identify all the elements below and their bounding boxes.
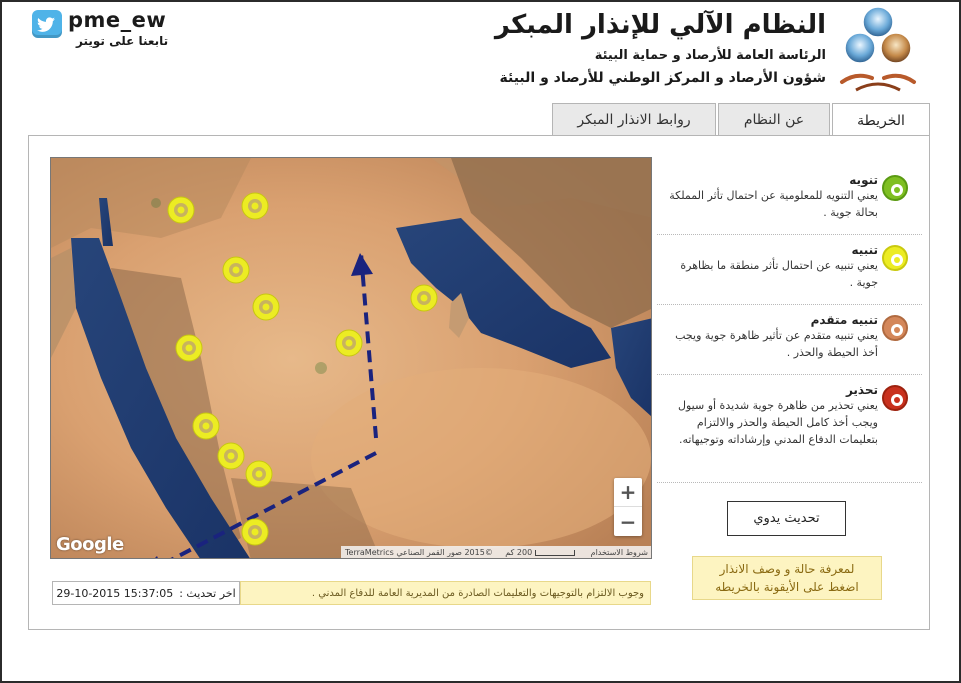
legend-desc: يعني تنبيه عن احتمال تأثر منطقة ما بظاهرة جوية . [680,259,878,289]
legend-desc: يعني تنبيه متقدم عن تأثير ظاهرة جوية ويجب أخذ الحيطة والحذر . [675,329,878,359]
google-logo: Google [56,534,124,555]
warning-marker-8[interactable] [193,413,219,439]
legend-item-tanbih [657,235,922,305]
info-hint-line2: اضغط على الأيقونة بالخريطه [715,580,859,594]
warning-marker-2[interactable] [242,193,268,219]
map-zoom-control[interactable] [614,478,642,536]
tab-bar [552,103,930,136]
zoom-out-button[interactable]: − [619,509,637,534]
info-hint-line1: لمعرفة حالة و وصف الانذار [719,562,855,576]
last-update-label: اخر تحديث : [179,586,236,600]
twitter-handle[interactable]: pme_ew [68,8,167,32]
header-subtitle: الرئاسة العامة للأرصاد و حماية البيئة [594,48,826,63]
map-attribution [341,546,652,559]
red-ring-icon[interactable] [882,385,908,411]
tab-map[interactable]: الخريطة [832,103,930,137]
warning-marker-9[interactable] [218,443,244,469]
alert-legend [657,165,922,483]
legend-item-tanwih [657,165,922,235]
legend-title: تنويه [849,173,878,187]
twitter-follow[interactable] [30,8,170,50]
last-update-time: 29-10-2015 15:37:05 [56,586,174,600]
yellow-ring-icon[interactable] [882,245,908,271]
header-subtitle-2: شؤون الأرصاد و المركز الوطني للأرصاد و البيئة [499,70,826,86]
logo [836,4,920,100]
imagery-credit: ©2015 صور القمر الصناعي TerraMetrics [345,548,493,557]
legend-item-advanced [657,305,922,375]
terms-link[interactable]: شروط الاستخدام [590,548,648,557]
legend-desc: يعني تحذير من ظاهرة جوية شديدة أو سيول ويجب أخذ كامل الحيطة والحذر والالتزام بتعليمات الدفاع المدني وإرشاداته وتوجيهاته. [677,399,878,446]
legend-item-warning [657,375,922,483]
page-title: النظام الآلي للإنذار المبكر [494,10,826,40]
info-hint-box [692,556,882,600]
warning-marker-5[interactable] [176,335,202,361]
legend-desc: يعني التنويه للمعلومية عن احتمال تأثر المملكة بحالة جوية . [669,189,878,219]
legend-title: تنبيه متقدم [810,313,878,327]
legend-title: تحذير [845,383,878,397]
warning-marker-3[interactable] [223,257,249,283]
warning-marker-6[interactable] [336,330,362,356]
warning-map[interactable] [50,157,652,559]
warning-marker-1[interactable] [168,197,194,223]
civil-defense-notice: وجوب الالتزام بالتوجيهات والتعليمات الصادرة من المديرية العامة للدفاع المدني . [240,581,651,605]
manual-refresh-button[interactable]: تحديث يدوي [727,501,846,536]
legend-title: تنبيه [851,243,878,257]
orange-ring-icon[interactable] [882,315,908,341]
tab-early-warning-links[interactable]: روابط الانذار المبكر [552,103,716,135]
warning-marker-10[interactable] [246,461,272,487]
warning-marker-4[interactable] [253,294,279,320]
warning-marker-7[interactable] [411,285,437,311]
warning-marker-11[interactable] [242,519,268,545]
scale-bar: 200 كم [505,548,578,557]
twitter-bird-icon[interactable] [32,10,62,38]
twitter-follow-label[interactable]: تابعنا على تويتر [76,34,169,48]
green-ring-icon[interactable] [882,175,908,201]
tab-about[interactable]: عن النظام [718,103,830,135]
zoom-in-button[interactable]: + [614,478,642,507]
last-update [52,581,240,605]
